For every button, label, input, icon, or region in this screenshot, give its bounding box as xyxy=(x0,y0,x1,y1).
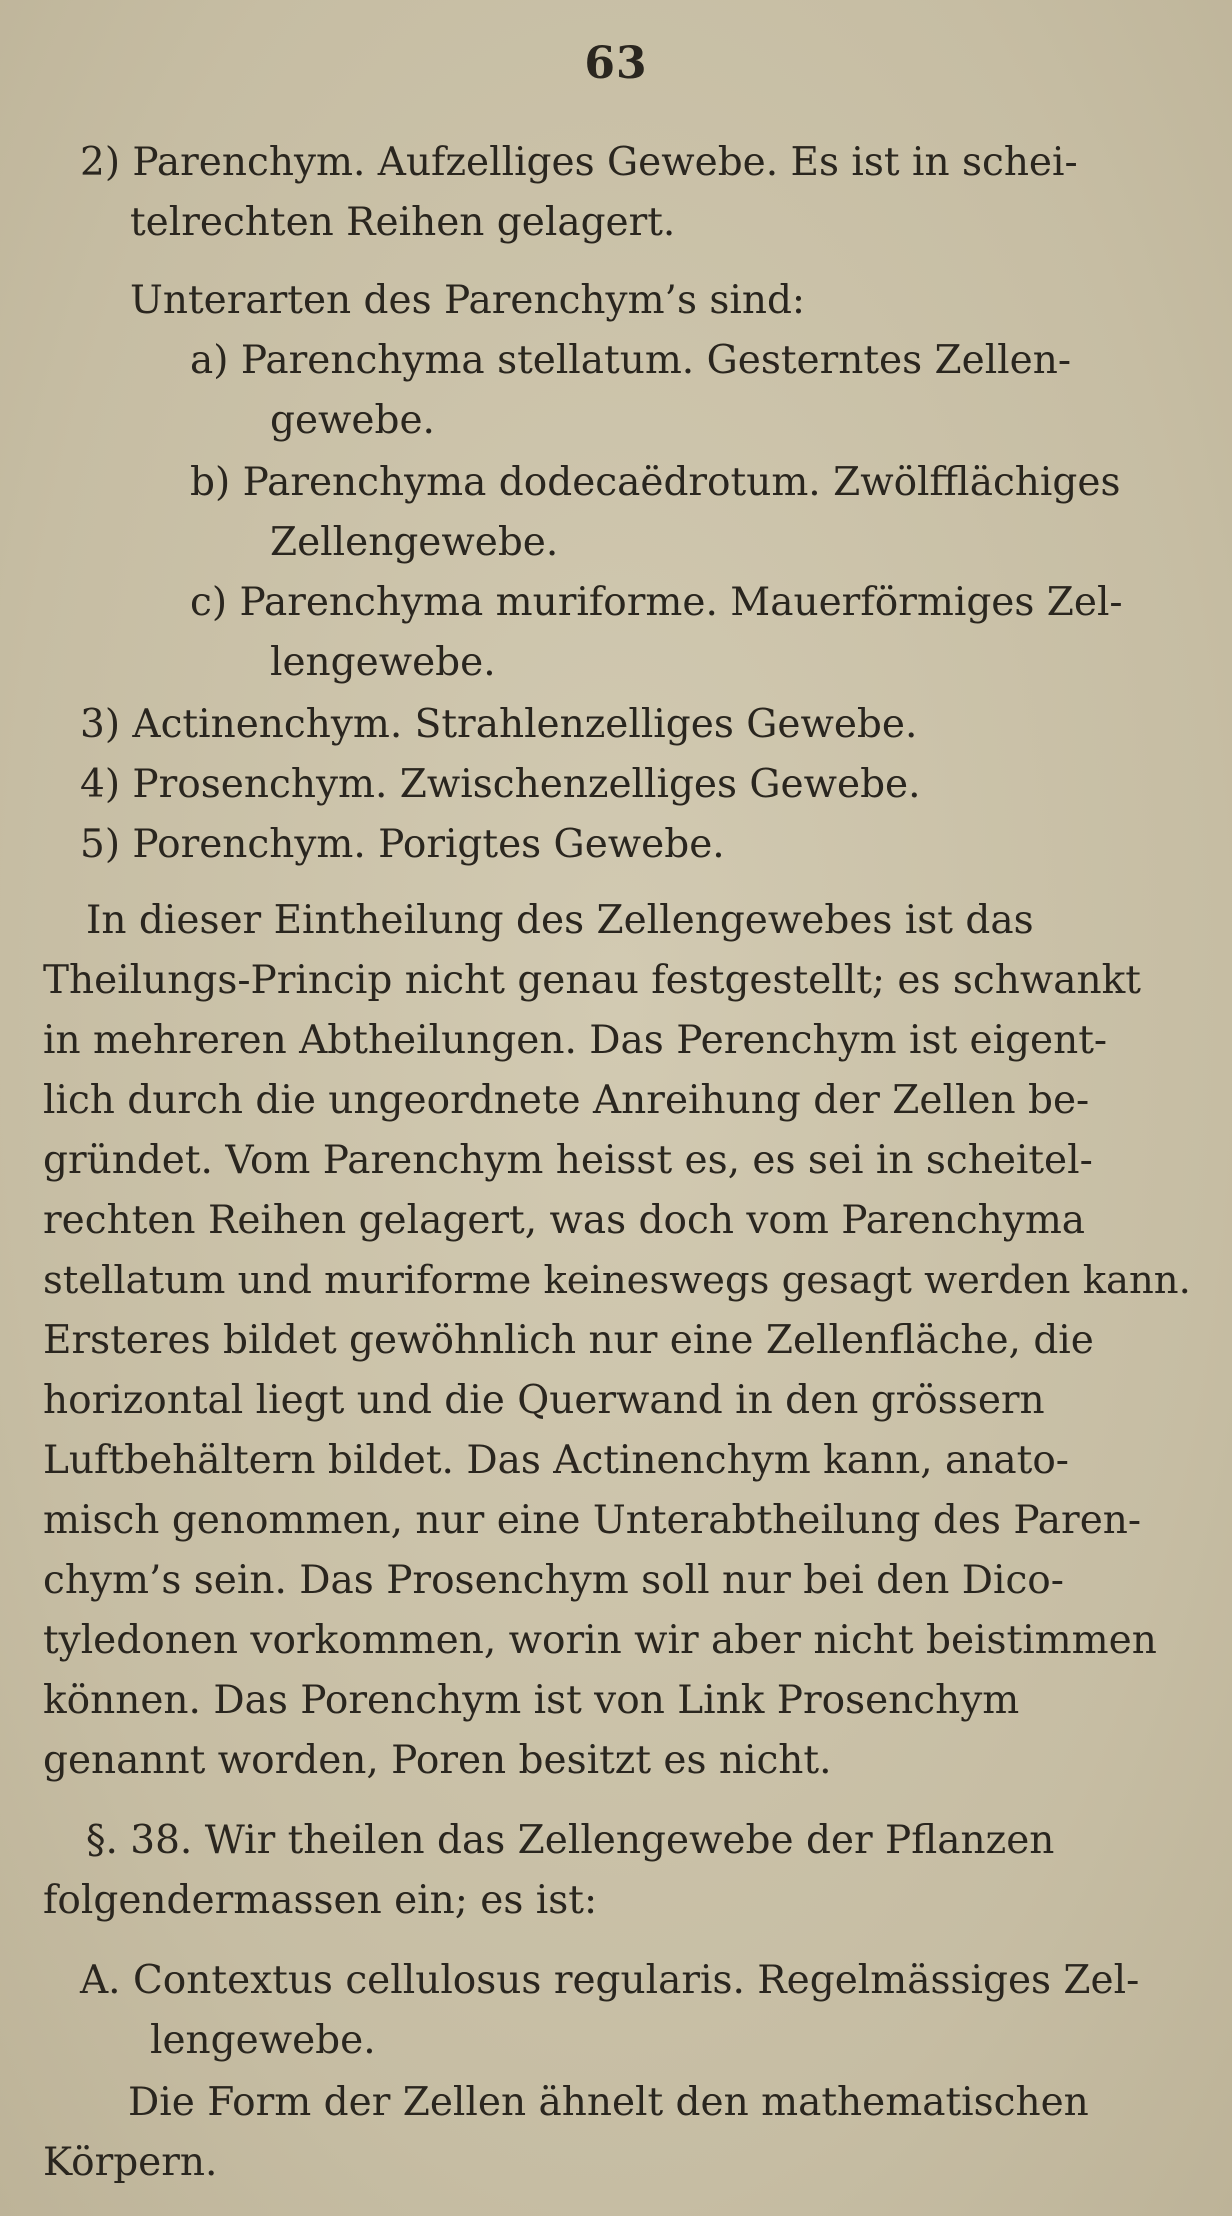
item-a-line-1: A. Contextus cellulosus regularis. Regelmässiges Zel- xyxy=(80,1958,1140,2003)
section-38-line-1: §. 38. Wir theilen das Zellengewebe der Pflanzen xyxy=(86,1818,1055,1863)
paragraph-1-line: tyledonen vorkommen, worin wir aber nicht beistimmen xyxy=(43,1618,1157,1663)
paragraph-1-line: stellatum und muriforme keineswegs gesagt werden kann. xyxy=(43,1258,1191,1303)
paragraph-1-line: Theilungs-Princip nicht genau festgestellt; es schwankt xyxy=(43,958,1141,1003)
subtype-a-line-2: gewebe. xyxy=(270,398,435,443)
subtypes-heading: Unterarten des Parenchym’s sind: xyxy=(130,278,806,323)
paragraph-1-line: gründet. Vom Parenchym heisst es, es sei in scheitel- xyxy=(43,1138,1093,1183)
subtype-b-line-2: Zellengewebe. xyxy=(270,520,559,565)
subtype-a-line-1: a) Parenchyma stellatum. Gesterntes Zellen- xyxy=(190,338,1072,383)
paragraph-1-line: Ersteres bildet gewöhnlich nur eine Zellenfläche, die xyxy=(43,1318,1094,1363)
paragraph-1-line: horizontal liegt und die Querwand in den grössern xyxy=(43,1378,1045,1423)
paragraph-1-line: In dieser Eintheilung des Zellengewebes ist das xyxy=(86,898,1034,943)
paragraph-3-line-1: Die Form der Zellen ähnelt den mathematischen xyxy=(128,2080,1089,2125)
item-2-line-2: telrechten Reihen gelagert. xyxy=(130,200,676,245)
paragraph-1-line: Luftbehältern bildet. Das Actinenchym kann, anato- xyxy=(43,1438,1069,1483)
paragraph-1-line: genannt worden, Poren besitzt es nicht. xyxy=(43,1738,832,1783)
subtype-b-line-1: b) Parenchyma dodecaëdrotum. Zwölfflächiges xyxy=(190,460,1121,505)
item-3: 3) Actinenchym. Strahlenzelliges Gewebe. xyxy=(80,702,918,747)
subtype-c-line-2: lengewebe. xyxy=(270,640,496,685)
item-2-line-1: 2) Parenchym. Aufzelliges Gewebe. Es ist in schei- xyxy=(80,140,1078,185)
paragraph-1-line: können. Das Porenchym ist von Link Prosenchym xyxy=(43,1678,1020,1723)
paragraph-1-line: chym’s sein. Das Prosenchym soll nur bei den Dico- xyxy=(43,1558,1064,1603)
paragraph-3-line-2: Körpern. xyxy=(43,2140,218,2185)
item-a-line-2: lengewebe. xyxy=(150,2018,376,2063)
paragraph-1-line: in mehreren Abtheilungen. Das Perenchym ist eigent- xyxy=(43,1018,1108,1063)
subtype-c-line-1: c) Parenchyma muriforme. Mauerförmiges Zel- xyxy=(190,580,1123,625)
item-5: 5) Porenchym. Porigtes Gewebe. xyxy=(80,822,725,867)
paragraph-1-line: lich durch die ungeordnete Anreihung der Zellen be- xyxy=(43,1078,1090,1123)
section-38-line-2: folgendermassen ein; es ist: xyxy=(43,1878,598,1923)
paragraph-1-line: misch genommen, nur eine Unterabtheilung des Paren- xyxy=(43,1498,1142,1543)
page-number: 63 xyxy=(584,38,648,89)
item-4: 4) Prosenchym. Zwischenzelliges Gewebe. xyxy=(80,762,921,807)
paragraph-1-line: rechten Reihen gelagert, was doch vom Parenchyma xyxy=(43,1198,1086,1243)
